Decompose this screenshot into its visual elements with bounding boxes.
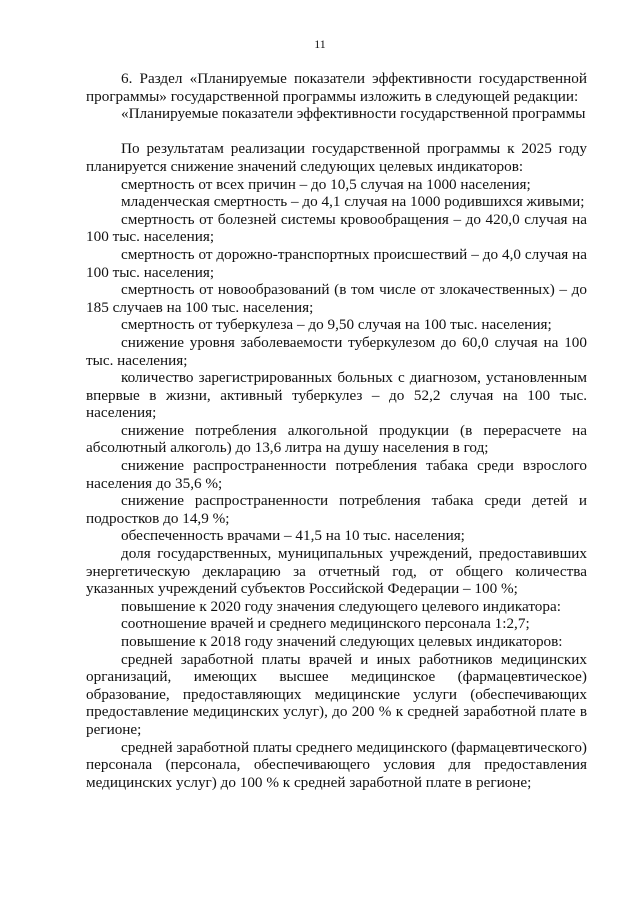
- indicator-item: снижение распространенности потребления табака среди детей и подростков до 14,9 %;: [86, 492, 587, 527]
- indicator-item: младенческая смертность – до 4,1 случая на 1000 родившихся живыми;: [121, 193, 585, 211]
- page-number: 11: [314, 37, 326, 51]
- indicator-item: количество зарегистрированных больных с диагнозом, установленным впервые в жизни, активный туберкулез – до 52,2 случая на 100 тыс. населения;: [86, 369, 587, 422]
- indicator-item: обеспеченность врачами – 41,5 на 10 тыс. населения;: [121, 527, 465, 545]
- paragraph-section-heading: «Планируемые показатели эффективности государственной программы: [121, 105, 586, 123]
- indicator-item: соотношение врачей и среднего медицинского персонала 1:2,7;: [121, 615, 530, 633]
- indicator-item: средней заработной платы врачей и иных работников медицинских организаций, имеющих высшее медицинское (фармацевтическое) образование, предоставляющих медицинские услуги (обеспечивающих предоставление медицинских услуг), до 200 % к средней заработной плате в регионе;: [86, 650, 587, 738]
- indicator-item: смертность от болезней системы кровообращения – до 420,0 случая на 100 тыс. населения;: [86, 210, 587, 246]
- indicator-item: смертность от дорожно-транспортных происшествий – до 4,0 случая на 100 тыс. населения;: [86, 245, 587, 281]
- paragraph-2018-intro: повышение к 2018 году значений следующих целевых индикаторов:: [121, 633, 563, 650]
- indicator-item: снижение распространенности потребления табака среди взрослого населения до 35,6 %;: [86, 457, 587, 492]
- indicator-item: смертность от туберкулеза – до 9,50 случая на 100 тыс. населения;: [121, 316, 552, 334]
- indicator-item: средней заработной платы среднего медицинского (фармацевтического) персонала (персонала, обеспечивающего условия для предоставления медицинских услуг) до 100 % к средней заработной плате в регионе;: [86, 738, 587, 791]
- indicator-item: доля государственных, муниципальных учреждений, предоставивших энергетическую декларацию за отчетный год, от общего количества указанных учреждений субъектов Российской Федерации – 100 %;: [86, 545, 587, 598]
- paragraph-results-intro: По результатам реализации государственной программы к 2025 году планируется снижение значений следующих целевых индикаторов:: [86, 140, 587, 175]
- paragraph-2020-intro: повышение к 2020 году значения следующего целевого индикатора:: [121, 597, 561, 615]
- indicator-item: снижение уровня заболеваемости туберкулезом до 60,0 случая на 100 тыс. населения;: [86, 333, 587, 369]
- indicator-item: смертность от новообразований (в том числе от злокачественных) – до 185 случаев на 100 тыс. населения;: [86, 281, 587, 316]
- indicator-item: снижение потребления алкогольной продукции (в перерасчете на абсолютный алкоголь) до 13,6 литра на душу населения в год;: [86, 421, 587, 457]
- document-body: [86, 70, 587, 791]
- paragraph-section-intro: 6. Раздел «Планируемые показатели эффективности государственной программы» государственной программы изложить в следующей редакции:: [86, 70, 587, 105]
- indicator-item: смертность от всех причин – до 10,5 случая на 1000 населения;: [121, 175, 531, 193]
